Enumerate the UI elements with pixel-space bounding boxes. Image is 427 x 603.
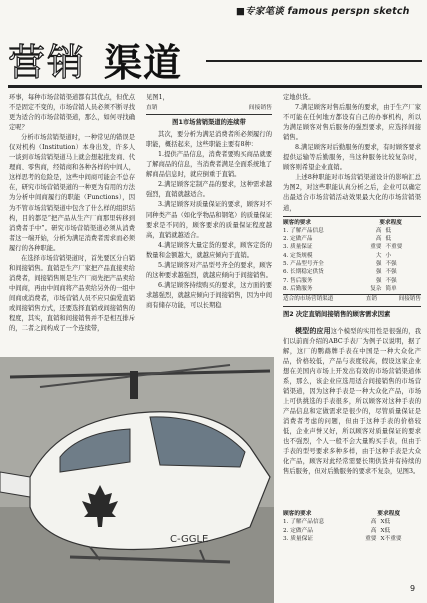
paragraph: 5.满足顾客对产品型号齐全的要求，顾客的这种要求越强烈，就越应倾向于间接销售。 [146,261,272,279]
table-row [283,277,421,285]
degree-high: 强 [375,269,382,276]
degree-low: 不强 [385,269,397,276]
helicopter-photo [0,357,274,603]
requirement-label: 6. 长期稳定供货 [283,269,324,276]
figure-3-table [283,510,421,544]
paragraph: 2.满足顾客定制产品的要求，这种需求越强烈，直销就越适合。 [146,181,272,199]
paragraph: 7.满足顾客对售后服务的要求，由于生产厂家不可能在任何地方都设有自己的办事机构，所以为满足顾客对售后服务的强烈要求，应选择间接销售。 [283,104,421,142]
table-row [283,285,421,293]
table-row [283,268,421,276]
figure-1 [146,103,272,128]
paragraph: 分析市场营销渠道时，一种常见的错误是仅对机构（Institution）本身出发，许多人一谈到市场营销渠道马上就会想起批发商、代理商、零售商，经销商和各种各样的中间人，这样思考的危险是，这些中间商可能会不总存在，研究市场营销渠道的一种更为有用的方法为分析中间商履行的职能（Functions），因为不管市场营销渠道中包含了什么样的组织结构，目的都是“把产品从生产厂商那里转移到消费者手中”。研究市场营销渠道必须从消费者这一端开始，分析为满足消费者需求而必须履行的各种职能。 [9,134,135,252]
requirement-label: 4. 定货规模 [283,252,313,259]
axis-mid-label: 直销 [365,296,377,303]
section-subhead: 模型的应用 [295,326,331,335]
degree-high: 重要 [370,244,382,251]
paragraph: 1.提供产品信息，消费者要购买商品就要了解商品的信息，当消费者满足全面系统地了解商品信息时，就应倒重于直销。 [146,151,272,179]
tail-code: C-GGLE [170,534,209,545]
table-row [283,535,421,543]
degree-low: 不强 [385,277,397,284]
requirement-label: 1. 了解产品信息 [283,227,324,234]
paragraph: 定地供货。 [283,94,315,101]
degree-high: 高 [370,527,377,534]
paragraph: 环事，每种市场营销渠道都有其优点，但优点不是固定不变的，市场营销人员必须不断寻找更为适合的市场营销渠道，那么，如何寻找确定呢？ [9,94,135,132]
degree-high: 强 [375,261,382,268]
table-row [283,518,421,526]
helicopter-illustration [0,357,274,603]
paragraph: 其次，要分析为满足消费者所必须履行的职能，概括起来，这些职能主要有8种： [146,131,272,149]
requirement-label: 5. 产品型号齐全 [283,261,324,268]
paragraph-text: 这个模型的实用性是很强的，我们以前面介绍的ABC手表厂为例子以说明，据了解，这厂的鹦鹉牌手表在中国是一种大众化产品，价格较低，产品与表度较高，假设这家企业想在美国内市场上开发出有效的市场营销渠道体系，那么，该企业应选用适合间接销售的市场营销渠道，因为这种手表是一种大众化产品，市场上可供挑选的手表很多，所以顾客对这种手表的产品信息和定做需求是很少的，尽管质量保证是消费者考虑的问题，但由于这种手表的价格较低，企业声誉又好，所以顾客对质量保证的要求也不强烈，个人一般不会大量购买手表，但由于手表的型号要求多种多样，由于这种手表是大众化产品，顾客对此经常需要长期供货并有持续的售后服务，但对后勤服务的要求不复杂，见图3。 [283,327,422,476]
paragraph: 在选择市场营销渠道时，首先要区分自销和间接销售。直销是生产厂家把产品直接卖给消费者，间接销售则是生产厂商先把产品卖给中间商，再由中间商将产品卖给另外的一组中间商或消费者，市场营销人员不应只偏爱直销或间接销售方式，还要选择直销或间接销售的程度，其实，直销和间接销售并不是相互排斥的，二者之间构成了一个连续带， [9,254,135,333]
degree-low: X不重要 [380,536,402,543]
requirement-label: 2. 定做产品 [283,236,313,243]
column-header: 顾客的要求 [283,219,311,226]
figure-1-axis [146,103,272,115]
degree-low: 不重要 [385,244,403,251]
table-row [283,252,421,260]
header-rule [206,60,422,62]
degree-low: 小 [385,252,392,259]
figure-1-caption: 图1市场营销渠道的连续带 [172,119,246,127]
figure-2-axis [283,294,421,303]
degree-low: 低 [385,227,392,234]
figure-1-left-label: 直销 [146,105,158,112]
title-outlined: 营销 [8,41,86,84]
requirement-label: 2. 定做产品 [283,527,313,534]
requirement-label: 3. 质量保证 [283,244,313,251]
degree-low: 不强 [385,261,397,268]
table-row [283,260,421,268]
figure-1-right-label: 间接销售 [248,105,272,112]
axis-left-label: 适合的市场营销渠道 [283,296,334,303]
degree-low: X低 [380,527,391,534]
axis-right-label: 间接销售 [398,296,421,303]
paragraph: 见图1， [146,94,169,101]
degree-high: 强 [375,277,382,284]
requirement-label: 8. 后勤服务 [283,285,313,292]
left-column [9,93,135,355]
figure-2 [283,216,421,307]
requirement-label: 1. 了解产品信息 [283,519,325,526]
column-header: ■专家笔谈 famous perspn sketch [236,6,410,17]
degree-high: 高 [370,519,377,526]
paragraph [283,326,421,478]
requirement-label: 3. 质量保证 [283,536,313,543]
paragraph: 8.满足顾客对后勤服务的要求，有时顾客要求提供运输等后勤服务，当这种服务比较复杂时，顾客则希望企业直销。 [283,144,421,172]
column-header: 顾客的要求 [283,511,312,517]
right-column [283,93,421,477]
table-header-row [283,510,421,518]
paragraph: 3.满足顾客对质量保证的要求，顾客对不同种类产品（如化学物品和钢笔）的质量保证要求是不同的，顾客要求的质量保证程度越高，直销就越适合。 [146,201,272,239]
paragraph: 6.满足顾客持续购买的要求，这方面的要求越强烈，就越应倾向于间接销售，因为中间商有储存功能，可以长期稳 [146,281,272,309]
figure-2-caption: 图2 决定直销间接销售的顾客需求因素 [283,310,391,318]
degree-low: X低 [380,519,391,526]
degree-low: 简单 [385,285,397,292]
paragraph: 上述8种职能对市场营销渠道设计的影响汇总为图2，对这些职能认真分析之后，企业可以确定出最适合市场营销活动效果最大化的市场营销渠道， [283,174,421,212]
table-header-row [283,219,421,227]
column-header: 要求程度 [379,219,402,226]
degree-high: 复杂 [370,285,382,292]
paragraph: 4.满足顾客大量定货的要求，顾客定货的数量和金额越大，就越应倾向于直销。 [146,241,272,259]
table-row [283,527,421,535]
degree-high: 重要 [365,536,377,543]
degree-low: 低 [385,236,392,243]
table-row [283,235,421,243]
table-row [283,227,421,235]
article-title [8,32,198,85]
title-rule [8,85,422,88]
column-header: 要求程度 [377,511,401,517]
degree-high: 高 [375,236,382,243]
page-number: 9 [410,584,416,593]
degree-high: 高 [375,227,382,234]
degree-high: 大 [375,252,382,259]
middle-column [146,93,272,355]
figure-2-table [283,219,421,294]
figure-3 [283,510,421,544]
requirement-label: 7. 售后服务 [283,277,313,284]
title-bold: 渠道 [104,41,183,85]
table-row [283,243,421,251]
